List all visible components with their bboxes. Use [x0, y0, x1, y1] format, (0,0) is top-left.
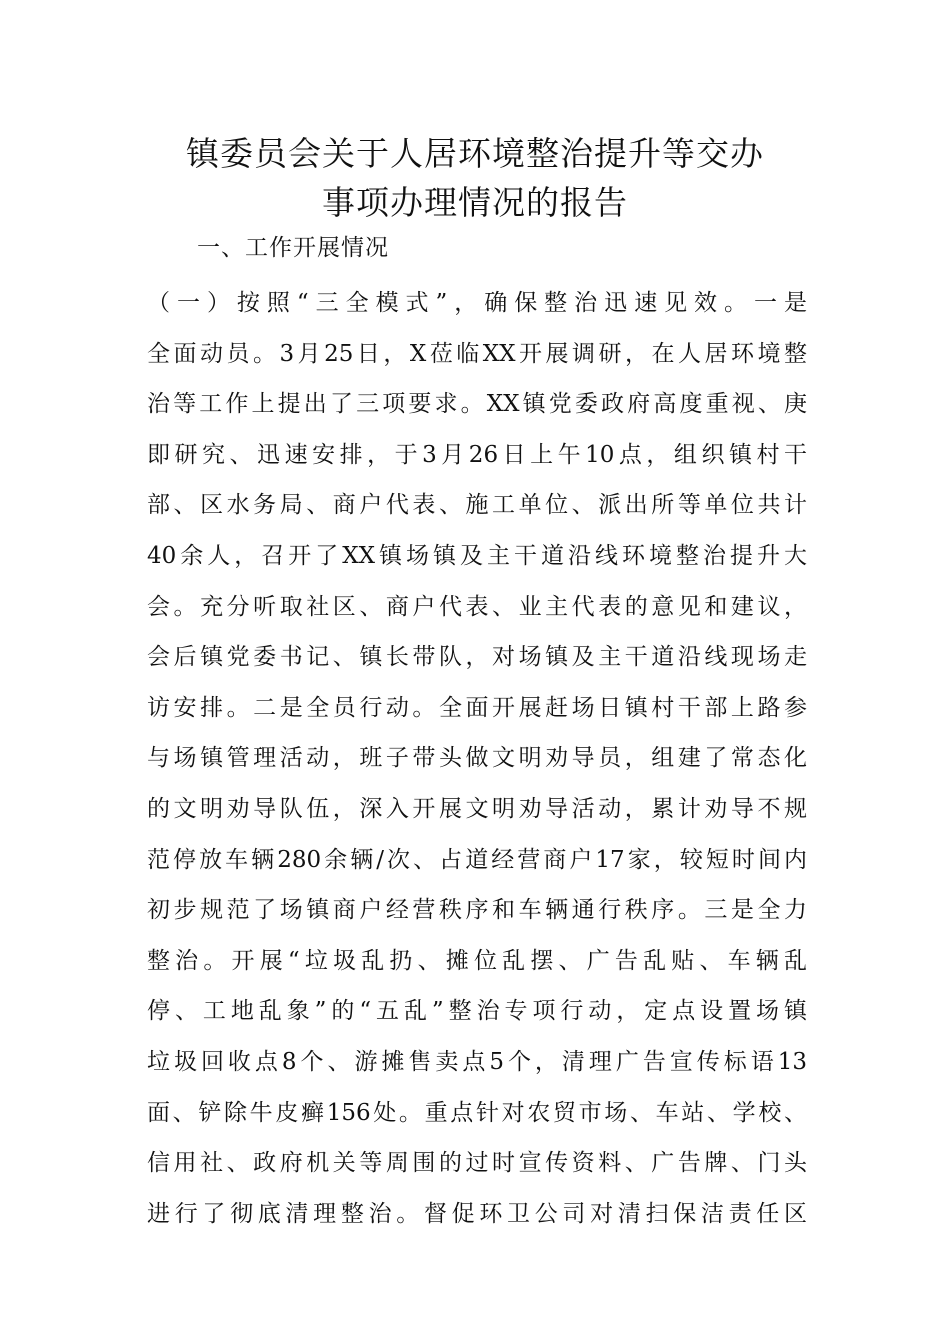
- paragraph-line: 与场镇管理活动，班子带头做文明劝导员，组建了常态化: [147, 745, 807, 772]
- paragraph-line: 的文明劝导队伍，深入开展文明劝导活动，累计劝导不规: [147, 795, 807, 822]
- paragraph-line: 即研究、迅速安排，于3月26日上午10点，组织镇村干: [147, 441, 807, 468]
- paragraph-line: 信用社、政府机关等周围的过时宣传资料、广告牌、门头: [147, 1150, 807, 1177]
- paragraph-line: 进行了彻底清理整治。督促环卫公司对清扫保洁责任区: [147, 1200, 807, 1227]
- section-heading: 一、工作开展情况: [197, 235, 389, 261]
- paragraph-line: 访安排。二是全员行动。全面开展赶场日镇村干部上路参: [147, 694, 807, 721]
- paragraph-line: 40余人，召开了XX镇场镇及主干道沿线环境整治提升大: [147, 542, 807, 569]
- document-title-line-1: 镇委员会关于人居环境整治提升等交办: [186, 134, 764, 173]
- paragraph-line: 垃圾回收点8个、游摊售卖点5个，清理广告宣传标语13: [147, 1048, 807, 1075]
- paragraph-line: 治等工作上提出了三项要求。XX镇党委政府高度重视、庚: [147, 391, 807, 418]
- body-paragraph: [147, 278, 807, 1239]
- paragraph-line: 会后镇党委书记、镇长带队，对场镇及主干道沿线现场走: [147, 644, 807, 671]
- paragraph-line: 整治。开展“垃圾乱扔、摊位乱摆、广告乱贴、车辆乱: [147, 947, 807, 974]
- paragraph-line: 部、区水务局、商户代表、施工单位、派出所等单位共计: [147, 492, 807, 519]
- document-title-line-2: 事项办理情况的报告: [322, 183, 628, 222]
- paragraph-line: 初步规范了场镇商户经营秩序和车辆通行秩序。三是全力: [147, 897, 807, 924]
- paragraph-line: 全面动员。3月25日，X莅临XX开展调研，在人居环境整: [147, 340, 807, 367]
- paragraph-line: 停、工地乱象”的“五乱”整治专项行动，定点设置场镇: [147, 998, 807, 1025]
- paragraph-line: 范停放车辆280余辆/次、占道经营商户17家，较短时间内: [147, 846, 807, 873]
- paragraph-line: 会。充分听取社区、商户代表、业主代表的意见和建议，: [147, 593, 807, 620]
- paragraph-line: （一）按照“三全模式”，确保整治迅速见效。一是: [147, 290, 807, 316]
- paragraph-line: 面、铲除牛皮癣156处。重点针对农贸市场、车站、学校、: [147, 1099, 807, 1126]
